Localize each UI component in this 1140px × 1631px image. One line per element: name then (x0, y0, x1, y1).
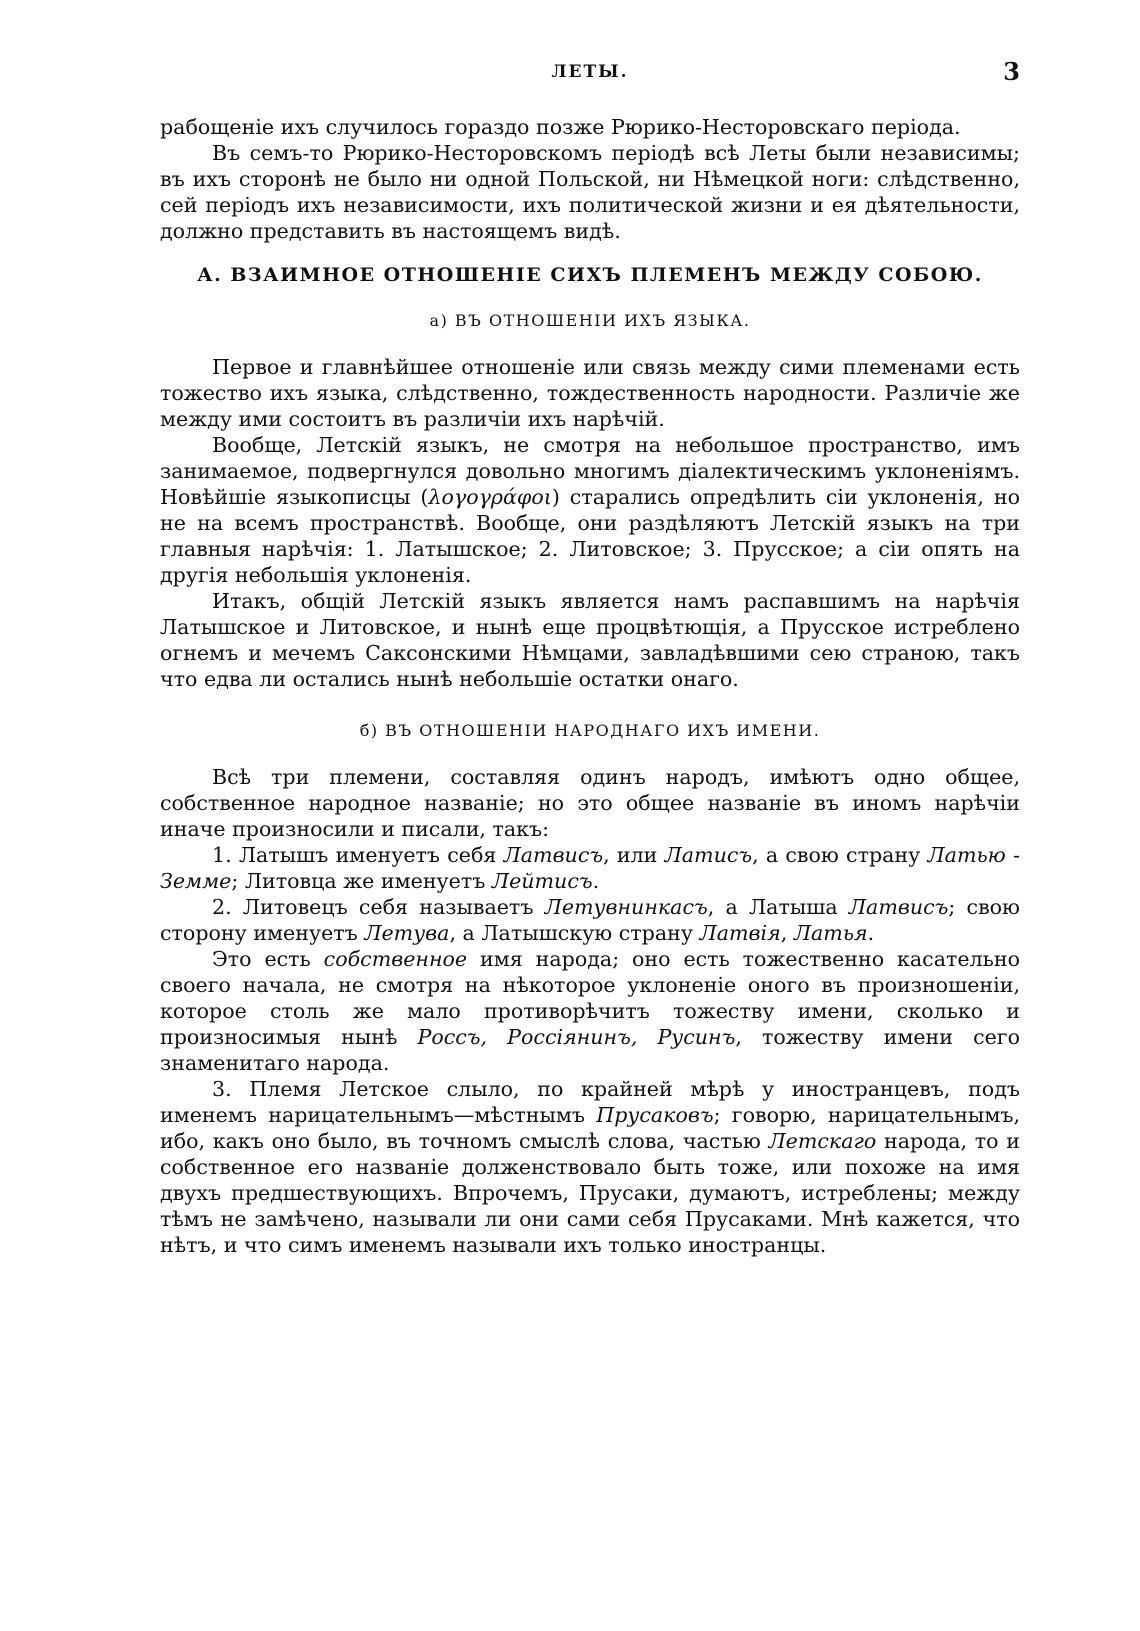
italic-term: Летувнинкасъ (544, 895, 708, 919)
page-body (160, 114, 1020, 1258)
italic-term: Латвисъ (848, 895, 949, 919)
section-heading: А. ВЗАИМНОЕ ОТНОШЕНІЕ СИХЪ ПЛЕМЕНЪ МЕЖДУ СОБОЮ. (197, 264, 983, 286)
paragraph-language-3: Итакъ, общій Летскій языкъ является намъ распавшимъ на нарѣчія Латышское и Литовское, и нынѣ еще процвѣтющія, а Прусское истреблено огнемъ и мечемъ Саксонскими Нѣмцами, завладѣвшими сею страною, такъ что едва ли остались нынѣ небольшіе остатки онаго. (160, 589, 1020, 691)
subsection-heading-language: а) ВЪ ОТНОШЕНІИ ИХЪ ЯЗЫКА. (429, 311, 751, 330)
list-item-lithuanian (160, 894, 1020, 946)
page-number: 3 (1003, 57, 1020, 86)
text-span: ) старались опредѣлить сіи уклоненія, но не на всемъ пространствѣ. Вообще, они раздѣляютъ Летскій языкъ на три главныя нарѣчія: 1. Латышское; 2. Литовское; 3. Прусское; а сіи опять на другія небольшія уклоненія. (160, 485, 1020, 587)
text-span: , тожеству имени сего знаменитаго народа. (160, 1025, 1020, 1075)
italic-term: Латья (793, 921, 868, 945)
text-span: ; свою сторону именуетъ (160, 895, 1020, 945)
text-span: 1. Латышъ именуетъ себя (212, 843, 504, 867)
paragraph-language-2 (160, 432, 1020, 588)
italic-term: Латвія (699, 921, 781, 945)
italic-term: Россъ, Россіянинъ, Русинъ (417, 1025, 736, 1049)
text-span: имя народа; оно есть тожественно касательно своего начала, не смотря на нѣкоторое уклоненіе оного въ произношеніи, которое столь же мало противорѣчитъ тожеству имени, сколько и произносимыя нынѣ (160, 947, 1020, 1049)
page-header (160, 57, 1020, 92)
text-span: Вообще, Летскій языкъ, не смотря на небольшое пространство, имъ занимаемое, подвергнулся довольно многимъ діалектическимъ уклоненіямъ. Новѣйшіе языкописцы ( (160, 433, 1020, 509)
paragraph-language-1: Первое и главнѣйшее отношеніе или связь между сими племенами есть тожество ихъ языка, слѣдственно, тождественность народности. Различіе же между ими состоитъ въ различіи ихъ нарѣчій. (160, 355, 1020, 431)
italic-term: Латвисъ (503, 843, 604, 867)
paragraph-continued: рабощеніе ихъ случилось гораздо позже Рюрико-Несторовскаго періода. (160, 115, 961, 139)
italic-term: Лейтисъ (491, 869, 593, 893)
text-span: 3. Племя Летское слыло, по крайней мѣрѣ у иностранцевъ, подъ именемъ нарицательнымъ—мѣстнымъ (160, 1077, 1020, 1127)
list-item-latvian (160, 842, 1020, 894)
paragraph-period: Въ семъ-то Рюрико-Несторовскомъ періодѣ всѣ Леты были независимы; въ ихъ сторонѣ не было ни одной Польской, ни Нѣмецкой ноги: слѣдственно, сей періодъ ихъ независимости, ихъ политической жизни и ея дѣятельности, должно представить въ настоящемъ видѣ. (160, 141, 1020, 243)
paragraph-names-intro: Всѣ три племени, составляя одинъ народъ, имѣютъ одно общее, собственное народное названіе; но это общее названіе въ иномъ нарѣчіи иначе произносили и писали, такъ: (160, 765, 1020, 841)
list-item-prussian (160, 1076, 1020, 1258)
paragraph-own-name (160, 946, 1020, 1076)
italic-term: Летскаго (768, 1129, 877, 1153)
text-span: , а Латыша (707, 895, 849, 919)
italic-term: Прусаковъ (596, 1103, 714, 1127)
text-span: 2. Литовецъ себя называетъ (212, 895, 545, 919)
text-span: ; Литовца же именуетъ (231, 869, 492, 893)
text-span: . (592, 869, 600, 893)
running-title: ЛЕТЫ. (551, 62, 629, 82)
text-span: , а Латышскую страну (449, 921, 700, 945)
text-span: , а свою страну (752, 843, 928, 867)
text-span: ; говорю, нарицательнымъ, ибо, какъ оно было, въ точномъ смыслѣ слова, частью (160, 1103, 1020, 1153)
italic-term: Латью - Земме (160, 843, 1020, 893)
italic-term: Латисъ (664, 843, 753, 867)
text-span: . (867, 921, 875, 945)
italic-term: Летува (364, 921, 450, 945)
text-span: Это есть (212, 947, 324, 971)
subsection-heading-name: б) ВЪ ОТНОШЕНІИ НАРОДНАГО ИХЪ ИМЕНИ. (359, 721, 821, 740)
text-span: , (780, 921, 794, 945)
greek-term: λογογράφοι (428, 485, 552, 509)
italic-term: собственное (323, 947, 468, 971)
text-span: народа, то и собственное его названіе долженствовало быть тоже, или похоже на имя двухъ предшествующихъ. Впрочемъ, Прусаки, думаютъ, истреблены; между тѣмъ не замѣчено, называли ли они сами себя Прусаками. Мнѣ кажется, что нѣтъ, и что симъ именемъ называли ихъ только иностранцы. (160, 1129, 1020, 1257)
text-span: , или (603, 843, 665, 867)
